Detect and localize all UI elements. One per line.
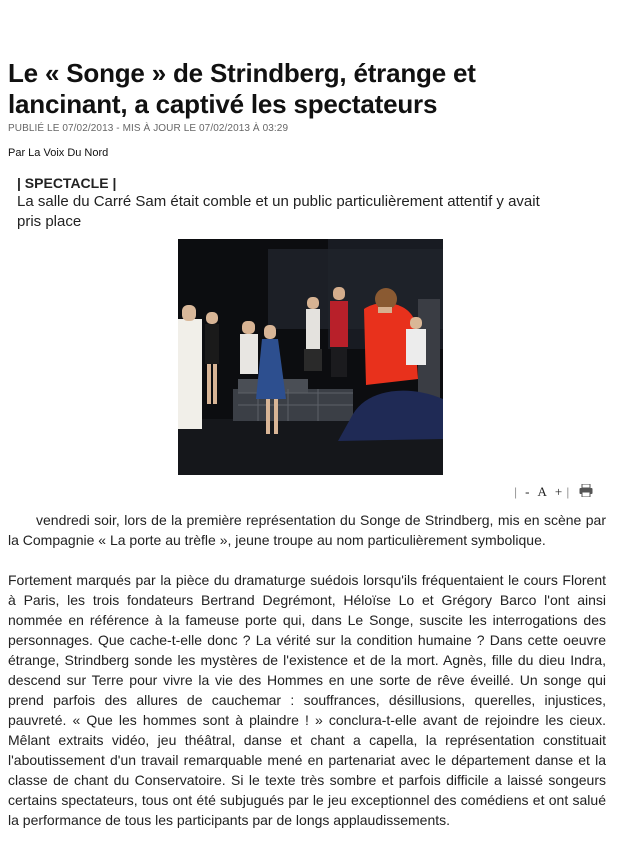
article-photo <box>178 239 443 475</box>
article-lead-line-1: La salle du Carré Sam était comble et un public particulièrement attentif y avait <box>17 193 540 210</box>
printer-icon[interactable] <box>579 484 593 501</box>
article-lead <box>17 192 602 232</box>
publication-date: PUBLIÉ LE 07/02/2013 - MIS À JOUR LE 07/02/2013 À 03:29 <box>8 123 289 134</box>
increase-font-button[interactable]: + <box>554 484 563 499</box>
article-category: | SPECTACLE | <box>17 175 117 191</box>
article-body <box>8 510 606 850</box>
stage-photo-illustration <box>178 239 443 475</box>
article-title-line-2: lancinant, a captivé les spectateurs <box>8 89 438 119</box>
article-paragraph-2: Fortement marqués par la pièce du dramaturge suédois lorsqu'ils fréquentaient le cours Florent à Paris, les trois fondateurs Bertrand Degrémont, Héloïse Lo et Grégory Barco l'ont ainsi nommée en référence à la fameuse porte qui, dans Le Songe, suscite les interrogations des personnages. Que cache-t-elle donc ? La vérité sur la condition humaine ? Dans cette oeuvre étrange, Strindberg sonde les mystères de l'existence et de la mort. Agnès, fille du dieu Indra, descend sur Terre pour vivre la vie des Hommes en une sorte de rêve éveillé. Un songe qui prend parfois des allures de cauchemar : souffrances, désillusions, querelles, injustices, pauvreté. « Que les hommes sont à plaindre ! » conclura-t-elle avant de rejoindre les cieux. Mêlant extraits vidéo, jeu théâtral, danse et chant a capella, la représentation constituait l'aboutissement d'un travail remarquable mené en partenariat avec le département danse et la classe de chant du Conservatoire. Si le texte très sombre et parfois difficile a laissé songeurs certains spectateurs, tous ont été subjugués par le jeu exceptionnel des comédiens et ont salué la performance de tous les participants par de longs applaudissements. <box>8 572 606 828</box>
article-title-line-1: Le « Songe » de Strindberg, étrange et <box>8 58 476 88</box>
decrease-font-button[interactable]: - <box>525 484 530 499</box>
article-title <box>8 58 608 120</box>
printer-icon-svg <box>579 484 593 497</box>
font-size-label: A <box>537 484 547 499</box>
article-byline: Par La Voix Du Nord <box>8 147 109 159</box>
tools-separator: | <box>514 485 518 499</box>
article-tools <box>514 484 593 500</box>
article-lead-line-2: pris place <box>17 213 82 230</box>
tools-separator-2: | <box>566 485 570 499</box>
article-paragraph-1: vendredi soir, lors de la première représentation du Songe de Strindberg, mis en scène par la Compagnie « La porte au trèfle », jeune troupe au nom particulièrement symbolique. <box>8 512 606 548</box>
